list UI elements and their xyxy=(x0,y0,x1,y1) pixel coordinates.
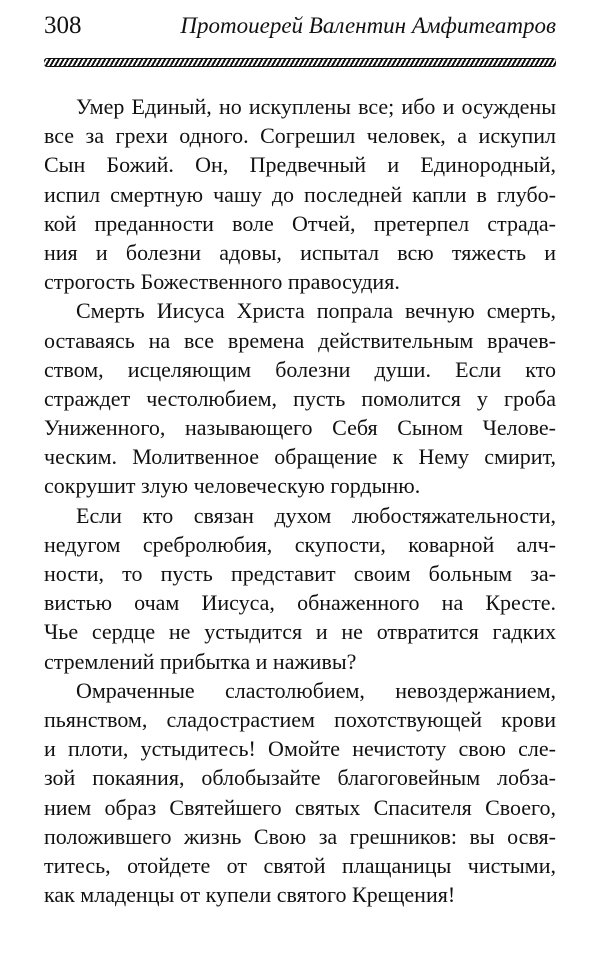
text-line: Чье сердце не устыдится и не отвратится гадких xyxy=(44,619,556,645)
text-line: сокрушит злую человеческую гордыню. xyxy=(44,473,421,499)
text-line: страждет честолюбием, пусть помолится у гроба xyxy=(44,385,556,411)
paragraph xyxy=(44,296,556,500)
text-line: Омраченные сластолюбием, невоздержанием, xyxy=(76,677,556,703)
text-line: стремлений прибытка и наживы? xyxy=(44,648,357,674)
text-line: все за грехи одного. Согрешил человек, а искупил xyxy=(44,123,556,149)
text-line: ния и болезни адовы, испытал всю тяжесть и xyxy=(44,239,556,265)
running-header xyxy=(44,12,556,44)
page-body-text xyxy=(44,92,556,909)
text-line: ности, то пусть представит своим больным за- xyxy=(44,561,556,586)
text-line: ческим. Молитвенное обращение к Нему смирит, xyxy=(44,444,556,470)
running-title: Протоиерей Валентин Амфитеатров xyxy=(180,13,556,38)
text-line: зой покаяния, облобызайте благоговейным лобза- xyxy=(44,765,556,791)
text-line: и плоти, устыдитесь! Омойте нечистоту свою сле- xyxy=(44,736,556,762)
text-line: строгость Божественного правосудия. xyxy=(44,269,400,295)
text-line: Смерть Иисуса Христа попрала вечную смерть, xyxy=(76,298,556,324)
text-line: Сын Божий. Он, Предвечный и Единородный, xyxy=(44,152,556,178)
text-line: Умер Единый, но искуплены все; ибо и осуждены xyxy=(76,94,556,119)
text-line: оставаясь на все времена действительным врачев- xyxy=(44,327,556,353)
text-line: пьянством, сладострастием похотствующей крови xyxy=(44,706,556,732)
text-line: ством, исцеляющим болезни души. Если кто xyxy=(44,356,556,382)
text-line: вистью очам Иисуса, обнаженного на Кресте. xyxy=(44,590,556,616)
text-line: титесь, отойдете от святой плащаницы чистыми, xyxy=(44,852,556,878)
paragraph xyxy=(44,501,556,676)
text-line: как младенцы от купели святого Крещения! xyxy=(44,882,456,908)
text-line: кой преданности воле Отчей, претерпел страда- xyxy=(44,210,556,236)
text-line: Если кто связан духом любостяжательности, xyxy=(76,502,556,528)
page-number: 308 xyxy=(44,12,82,39)
paragraph xyxy=(44,92,556,296)
text-line: положившего жизнь Свою за грешников: вы освя- xyxy=(44,823,556,849)
decorative-rope-rule xyxy=(44,58,556,67)
text-line: нием образ Святейшего святых Спасителя Своего, xyxy=(44,794,556,820)
paragraph xyxy=(44,676,556,910)
text-line: Униженного, называющего Себя Сыном Челове- xyxy=(44,415,556,441)
text-line: испил смертную чашу до последней капли в глубо- xyxy=(44,181,556,207)
text-line: недугом сребролюбия, скупости, коварной алч- xyxy=(44,531,556,557)
